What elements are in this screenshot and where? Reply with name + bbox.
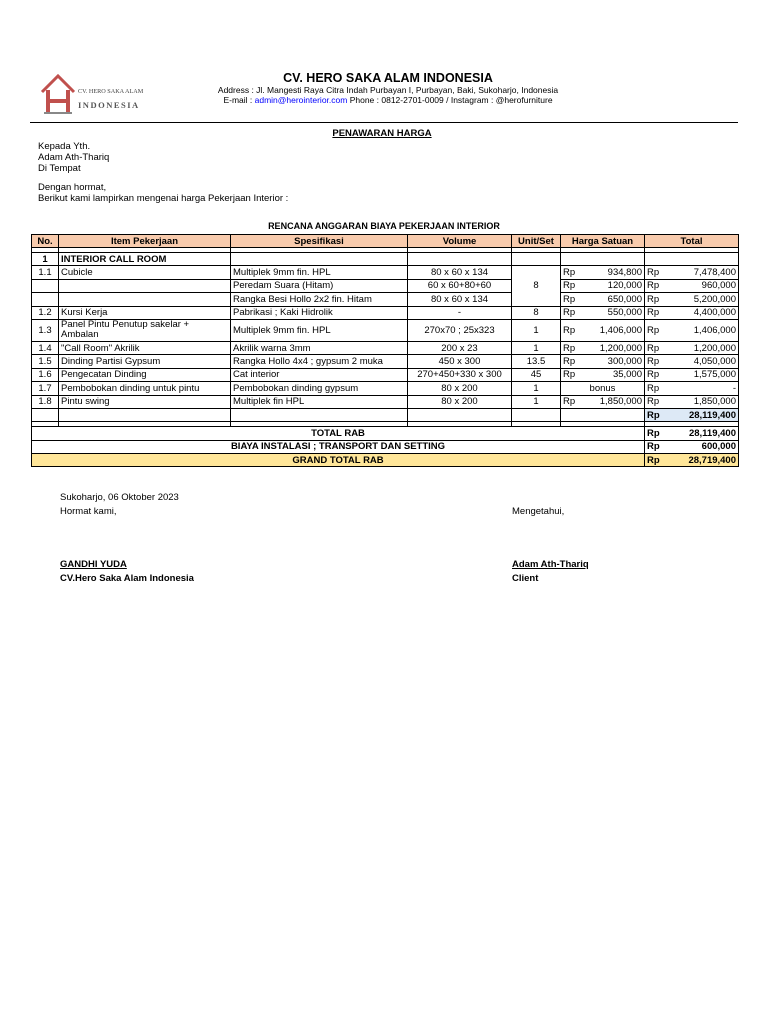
row-item: Pengecatan Dinding bbox=[59, 368, 231, 381]
row-total: 1,200,000 bbox=[662, 341, 739, 354]
svg-text:CV. HERO SAKA ALAM: CV. HERO SAKA ALAM bbox=[78, 88, 144, 95]
client-name: Adam Ath-Thariq bbox=[512, 559, 589, 570]
row-no: 1.4 bbox=[32, 341, 59, 354]
company-name: CV. HERO SAKA ALAM INDONESIA bbox=[283, 71, 493, 85]
row-price: 650,000 bbox=[578, 293, 645, 306]
row-unit: 13.5 bbox=[512, 355, 561, 368]
row-spec: Multiplek 9mm fin. HPL bbox=[231, 266, 408, 279]
row-volume: 60 x 60+80+60 bbox=[408, 279, 512, 292]
sender-company: CV.Hero Saka Alam Indonesia bbox=[60, 573, 194, 584]
row-unit: 8 bbox=[512, 266, 561, 306]
table-row bbox=[32, 306, 739, 319]
row-unit: 1 bbox=[512, 341, 561, 354]
row-total: 7,478,400 bbox=[662, 266, 739, 279]
row-total: 1,406,000 bbox=[662, 319, 739, 341]
row-total-currency: Rp bbox=[645, 319, 662, 341]
total-rab-label: TOTAL RAB bbox=[32, 427, 645, 440]
installation-value: 600,000 bbox=[662, 440, 739, 453]
table-header-row bbox=[32, 235, 739, 248]
row-unit: 1 bbox=[512, 395, 561, 408]
grand-total-row bbox=[32, 454, 739, 467]
row-no: 1.3 bbox=[32, 319, 59, 341]
row-item: Panel Pintu Penutup sakelar + Ambalan bbox=[59, 319, 231, 341]
table-row bbox=[32, 293, 739, 306]
row-no: 1.5 bbox=[32, 355, 59, 368]
header-divider bbox=[30, 122, 738, 123]
total-rab-currency: Rp bbox=[645, 427, 662, 440]
row-spec: Multiplek 9mm fin. HPL bbox=[231, 319, 408, 341]
header-volume: Volume bbox=[408, 235, 512, 248]
recipient-line-1: Kepada Yth. bbox=[38, 141, 91, 152]
row-price: 120,000 bbox=[578, 279, 645, 292]
row-price: 1,850,000 bbox=[578, 395, 645, 408]
email-label: E-mail : bbox=[223, 95, 255, 105]
table-row bbox=[32, 355, 739, 368]
row-volume: 200 x 23 bbox=[408, 341, 512, 354]
row-currency: Rp bbox=[561, 319, 578, 341]
table-row bbox=[32, 341, 739, 354]
rab-title: RENCANA ANGGARAN BIAYA PEKERJAAN INTERIOR bbox=[268, 221, 500, 231]
row-spec: Pabrikasi ; Kaki Hidrolik bbox=[231, 306, 408, 319]
header-spec: Spesifikasi bbox=[231, 235, 408, 248]
row-price: 934,800 bbox=[578, 266, 645, 279]
row-unit: 45 bbox=[512, 368, 561, 381]
row-spec: Rangka Besi Hollo 2x2 fin. Hitam bbox=[231, 293, 408, 306]
row-no: 1.1 bbox=[32, 266, 59, 279]
row-volume: - bbox=[408, 306, 512, 319]
row-spec: Multiplek fin HPL bbox=[231, 395, 408, 408]
row-total-currency: Rp bbox=[645, 279, 662, 292]
row-total: - bbox=[662, 382, 739, 395]
row-total: 4,400,000 bbox=[662, 306, 739, 319]
row-total: 960,000 bbox=[662, 279, 739, 292]
row-total-currency: Rp bbox=[645, 368, 662, 381]
row-total-currency: Rp bbox=[645, 355, 662, 368]
installation-currency: Rp bbox=[645, 440, 662, 453]
intro-text: Berikut kami lampirkan mengenai harga Pekerjaan Interior : bbox=[38, 193, 289, 204]
grand-total-label: GRAND TOTAL RAB bbox=[32, 454, 645, 467]
row-price: 1,200,000 bbox=[578, 341, 645, 354]
row-volume: 270+450+330 x 300 bbox=[408, 368, 512, 381]
grand-total-currency: Rp bbox=[645, 454, 662, 467]
header-price: Harga Satuan bbox=[561, 235, 645, 248]
row-item: Kursi Kerja bbox=[59, 306, 231, 319]
sender-name: GANDHI YUDA bbox=[60, 559, 127, 570]
row-volume: 450 x 300 bbox=[408, 355, 512, 368]
row-spec: Cat interior bbox=[231, 368, 408, 381]
row-total-currency: Rp bbox=[645, 341, 662, 354]
row-no: 1.2 bbox=[32, 306, 59, 319]
row-spec: Rangka Hollo 4x4 ; gypsum 2 muka bbox=[231, 355, 408, 368]
row-price-bonus: bonus bbox=[561, 382, 645, 395]
row-unit: 8 bbox=[512, 306, 561, 319]
row-unit: 1 bbox=[512, 319, 561, 341]
section-no: 1 bbox=[32, 253, 59, 266]
row-currency: Rp bbox=[561, 355, 578, 368]
table-row bbox=[32, 395, 739, 408]
row-currency: Rp bbox=[561, 293, 578, 306]
rab-table bbox=[31, 234, 739, 467]
row-spec: Akrilik warna 3mm bbox=[231, 341, 408, 354]
subtotal-value: 28,119,400 bbox=[662, 408, 739, 421]
row-total: 1,575,000 bbox=[662, 368, 739, 381]
row-volume: 80 x 60 x 134 bbox=[408, 266, 512, 279]
section-row bbox=[32, 253, 739, 266]
svg-text:INDONESIA: INDONESIA bbox=[78, 100, 140, 110]
row-currency: Rp bbox=[561, 341, 578, 354]
row-total-currency: Rp bbox=[645, 395, 662, 408]
regards: Hormat kami, bbox=[60, 506, 117, 517]
row-volume: 80 x 200 bbox=[408, 395, 512, 408]
company-logo bbox=[38, 72, 148, 116]
table-row bbox=[32, 266, 739, 279]
grand-total-value: 28,719,400 bbox=[662, 454, 739, 467]
header-total: Total bbox=[645, 235, 739, 248]
document-title: PENAWARAN HARGA bbox=[332, 128, 432, 139]
table-row bbox=[32, 382, 739, 395]
row-total: 4,050,000 bbox=[662, 355, 739, 368]
table-row bbox=[32, 319, 739, 341]
row-currency: Rp bbox=[561, 266, 578, 279]
row-total-currency: Rp bbox=[645, 382, 662, 395]
greeting: Dengan hormat, bbox=[38, 182, 107, 193]
row-price: 35,000 bbox=[578, 368, 645, 381]
row-item: Pembobokan dinding untuk pintu bbox=[59, 382, 231, 395]
place-date: Sukoharjo, 06 Oktober 2023 bbox=[60, 492, 179, 503]
row-price: 300,000 bbox=[578, 355, 645, 368]
section-name: INTERIOR CALL ROOM bbox=[59, 253, 231, 266]
header-unit: Unit/Set bbox=[512, 235, 561, 248]
row-volume: 80 x 200 bbox=[408, 382, 512, 395]
client-role: Client bbox=[512, 573, 539, 584]
table-row bbox=[32, 279, 739, 292]
row-no: 1.8 bbox=[32, 395, 59, 408]
header-item: Item Pekerjaan bbox=[59, 235, 231, 248]
recipient-line-2: Adam Ath-Thariq bbox=[38, 152, 110, 163]
total-rab-value: 28,119,400 bbox=[662, 427, 739, 440]
row-currency: Rp bbox=[561, 395, 578, 408]
row-currency: Rp bbox=[561, 306, 578, 319]
company-address: Address : Jl. Mangesti Raya Citra Indah Purbayan I, Purbayan, Baki, Sukoharjo, Indonesia bbox=[217, 85, 559, 95]
contact-rest: Phone : 0812-2701-0009 / Instagram : @herofurniture bbox=[347, 95, 553, 105]
company-contact bbox=[150, 95, 626, 105]
header-no: No. bbox=[32, 235, 59, 248]
installation-label: BIAYA INSTALASI ; TRANSPORT DAN SETTING bbox=[32, 440, 645, 453]
row-total: 1,850,000 bbox=[662, 395, 739, 408]
acknowledged: Mengetahui, bbox=[512, 506, 565, 517]
row-item: Cubicle bbox=[59, 266, 231, 279]
subtotal-currency: Rp bbox=[645, 408, 662, 421]
row-item: Pintu swing bbox=[59, 395, 231, 408]
row-volume: 80 x 60 x 134 bbox=[408, 293, 512, 306]
row-total-currency: Rp bbox=[645, 293, 662, 306]
row-spec: Peredam Suara (Hitam) bbox=[231, 279, 408, 292]
table-row bbox=[32, 368, 739, 381]
row-item: "Call Room" Akrilik bbox=[59, 341, 231, 354]
installation-row bbox=[32, 440, 739, 453]
total-rab-row bbox=[32, 427, 739, 440]
row-item: Dinding Partisi Gypsum bbox=[59, 355, 231, 368]
row-price: 550,000 bbox=[578, 306, 645, 319]
row-total-currency: Rp bbox=[645, 266, 662, 279]
row-price: 1,406,000 bbox=[578, 319, 645, 341]
recipient-line-3: Di Tempat bbox=[38, 163, 81, 174]
email-link[interactable]: admin@herointerior.com bbox=[254, 95, 348, 105]
subtotal-row bbox=[32, 408, 739, 421]
row-currency: Rp bbox=[561, 368, 578, 381]
row-currency: Rp bbox=[561, 279, 578, 292]
row-spec: Pembobokan dinding gypsum bbox=[231, 382, 408, 395]
row-no: 1.6 bbox=[32, 368, 59, 381]
row-unit: 1 bbox=[512, 382, 561, 395]
row-total: 5,200,000 bbox=[662, 293, 739, 306]
row-no: 1.7 bbox=[32, 382, 59, 395]
row-volume: 270x70 ; 25x323 bbox=[408, 319, 512, 341]
row-total-currency: Rp bbox=[645, 306, 662, 319]
